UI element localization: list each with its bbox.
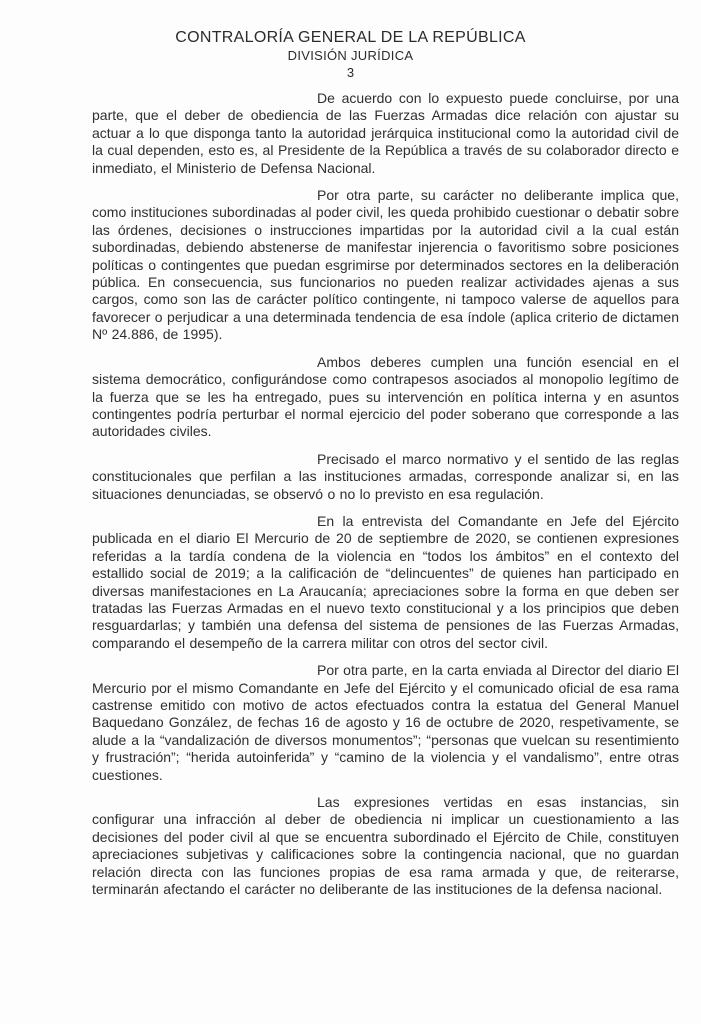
page-number: 3	[346, 65, 355, 81]
division-name: DIVISIÓN JURÍDICA	[287, 48, 414, 64]
paragraph-non-deliberative-character: Por otra parte, su carácter no deliberante implica que, como instituciones subordinadas al poder civil, les queda prohibido cuestionar o debatir sobre las órdenes, decisiones o instrucciones impartidas por la autoridad civil a la cual están subordinadas, debiendo abstenerse de manifestar injerencia o favoritismo sobre posiciones políticas o contingentes que puedan esgrimirse por determinados sectores en la deliberación pública. En consecuencia, sus funcionarios no pueden realizar actividades ajenas a sus cargos, como son las de carácter político contingente, ni tampoco valerse de aquellos para favorecer o perjudicar a una determinada tendencia de esa índole (aplica criterio de dictamen Nº 24.886, de 1995).	[92, 187, 679, 343]
paragraph-letter-and-statement: Por otra parte, en la carta enviada al Director del diario El Mercurio por el mismo Comandante en Jefe del Ejército y el comunicado oficial de esa rama castrense emitido con motivo de actos efectuados contra la estatua del General Manuel Baquedano González, de fechas 16 de agosto y 16 de octubre de 2020, respetivamente, se alude a la “vandalización de diversos monumentos”; “personas que vuelcan su resentimiento y frustración”; “herida autoinferida” y “camino de la violencia y el vandalismo”, entre otras cuestiones.	[92, 662, 679, 783]
institution-name: CONTRALORÍA GENERAL DE LA REPÚBLICA	[175, 29, 526, 46]
paragraph-normative-framework: Precisado el marco normativo y el sentido de las reglas constitucionales que perfilan a las instituciones armadas, corresponde analizar si, en las situaciones denunciadas, se observó o no lo previsto en esa regulación.	[92, 450, 679, 502]
paragraph-el-mercurio-interview: En la entrevista del Comandante en Jefe del Ejército publicada en el diario El Mercurio de 20 de septiembre de 2020, se contienen expresiones referidas a la tardía condena de la violencia en “todos los ámbitos” en el contexto del estallido social de 2019; a la calificación de “delincuentes” de quienes han participado en diversas manifestaciones en La Araucanía; apreciaciones sobre la forma en que deben ser tratadas las Fuerzas Armadas en el nuevo texto constitucional y a los principios que deben resguardarlas; y también una defensa del sistema de pensiones de las Fuerzas Armadas, comparando el desempeño de la carrera militar con otros del sector civil.	[92, 512, 679, 651]
paragraph-democratic-counterweights: Ambos deberes cumplen una función esencial en el sistema democrático, configurándose como contrapesos asociados al monopolio legítimo de la fuerza que se les ha entregado, pues su intervención en política interna y en asuntos contingentes podría perturbar el normal ejercicio del poder soberano que corresponde a las autoridades civiles.	[92, 353, 679, 440]
document-header	[0, 0, 701, 81]
document-body	[92, 90, 679, 908]
paragraph-final-assessment: Las expresiones vertidas en esas instancias, sin configurar una infracción al deber de obediencia ni implicar un cuestionamiento a las decisiones del poder civil al que se encuentra subordinado el Ejército de Chile, constituyen apreciaciones subjetivas y calificaciones sobre la contingencia nacional, que no guardan relación directa con las funciones propias de esa rama armada y que, de reiterarse, terminarán afectando el carácter no deliberante de las instituciones de la defensa nacional.	[92, 794, 679, 898]
paragraph-obedience-conclusion: De acuerdo con lo expuesto puede concluirse, por una parte, que el deber de obediencia de las Fuerzas Armadas dice relación con ajustar su actuar a lo que disponga tanto la autoridad jerárquica institucional como la autoridad civil de la cual dependen, esto es, al Presidente de la República a través de su colaborador directo e inmediato, el Ministerio de Defensa Nacional.	[92, 90, 679, 176]
